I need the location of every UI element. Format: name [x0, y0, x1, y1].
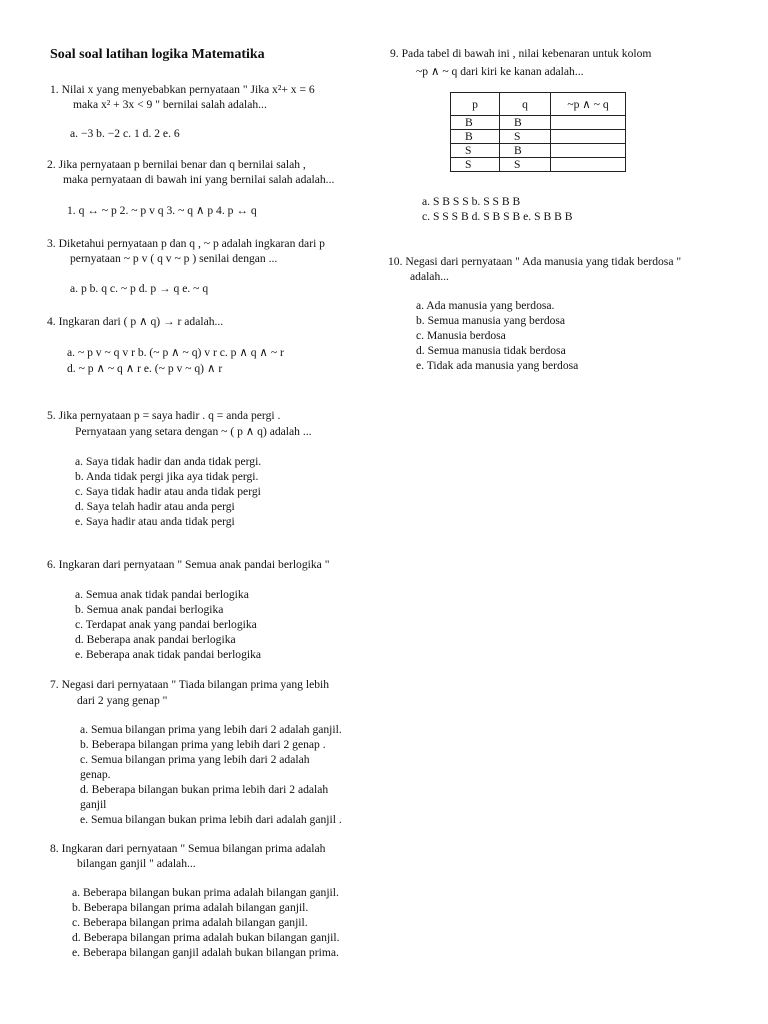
question-5-text: 5. Jika pernyataan p = saya hadir . q = anda pergi . [47, 409, 281, 422]
table-cell: S [500, 130, 551, 144]
option-b: b. Anda tidak pergi jika aya tidak pergi. [75, 470, 259, 483]
table-row [451, 144, 626, 158]
option-b: b. Semua anak pandai berlogika [75, 603, 224, 616]
option-a: a. Beberapa bilangan bukan prima adalah bilangan ganjil. [72, 886, 339, 899]
option-a: a. Saya tidak hadir dan anda tidak pergi. [75, 455, 262, 468]
question-1-text-cont: maka x² + 3x < 9 " bernilai salah adalah... [73, 98, 267, 111]
option-e: e. Saya hadir atau anda tidak pergi [75, 515, 235, 528]
option-d: d. Beberapa anak pandai berlogika [75, 633, 236, 646]
table-cell: B [451, 130, 500, 144]
question-4-options-2: d. ~ p ∧ ~ q ∧ r e. (~ p v ~ q) ∧ r [67, 362, 223, 375]
option-c: c. Saya tidak hadir atau anda tidak pergi [75, 485, 261, 498]
table-row [451, 130, 626, 144]
question-7-options [80, 722, 342, 827]
option-c: c. Beberapa bilangan prima adalah bilangan ganjil. [72, 916, 308, 929]
option-b: b. Semua manusia yang berdosa [416, 314, 566, 327]
question-4-options-1: a. ~ p v ~ q v r b. (~ p ∧ ~ q) v r c. p ∧ q ∧ ~ r [67, 346, 284, 359]
question-5-options [75, 454, 261, 529]
table-cell: B [500, 116, 551, 130]
page-title: Soal soal latihan logika Matematika [50, 47, 265, 62]
question-4-text: 4. Ingkaran dari ( p ∧ q) → r adalah... [47, 315, 224, 328]
table-cell [551, 130, 626, 144]
question-3-text-cont: pernyataan ~ p v ( q v ~ p ) senilai dengan ... [70, 252, 278, 265]
table-cell [551, 144, 626, 158]
question-6-text: 6. Ingkaran dari pernyataan " Semua anak pandai berlogika " [47, 558, 330, 571]
option-a: a. Ada manusia yang berdosa. [416, 299, 555, 312]
table-cell: B [451, 116, 500, 130]
question-10-text-cont: adalah... [410, 270, 449, 283]
table-cell [551, 116, 626, 130]
question-2-text: 2. Jika pernyataan p bernilai benar dan q bernilai salah , [47, 158, 306, 171]
option-c: c. Manusia berdosa [416, 329, 506, 342]
question-9-options-1: a. S B S S b. S S B B [422, 195, 521, 208]
option-c: c. Semua bilangan prima yang lebih dari 2 adalah [80, 753, 310, 766]
option-d: d. Beberapa bilangan prima adalah bukan bilangan ganjil. [72, 931, 340, 944]
option-a: a. Semua bilangan prima yang lebih dari 2 adalah ganjil. [80, 723, 342, 736]
question-8-text: 8. Ingkaran dari pernyataan " Semua bilangan prima adalah [50, 842, 326, 855]
question-10-text: 10. Negasi dari pernyataan " Ada manusia yang tidak berdosa " [388, 255, 682, 268]
table-cell [551, 158, 626, 172]
option-d: d. Saya telah hadir atau anda pergi [75, 500, 235, 513]
question-8-text-cont: bilangan ganjil " adalah... [77, 857, 196, 870]
question-5-text-cont: Pernyataan yang setara dengan ~ ( p ∧ q) adalah ... [75, 425, 312, 438]
table-row [451, 116, 626, 130]
question-1-options: a. −3 b. −2 c. 1 d. 2 e. 6 [70, 127, 180, 140]
question-3-text: 3. Diketahui pernyataan p dan q , ~ p adalah ingkaran dari p [47, 237, 325, 250]
table-cell: B [500, 144, 551, 158]
question-8-options [72, 885, 340, 960]
option-e: e. Beberapa bilangan ganjil adalah bukan bilangan prima. [72, 946, 339, 959]
question-7-text: 7. Negasi dari pernyataan " Tiada bilangan prima yang lebih [50, 678, 330, 691]
option-c: c. Terdapat anak yang pandai berlogika [75, 618, 257, 631]
option-a: a. Semua anak tidak pandai berlogika [75, 588, 249, 601]
option-b: b. Beberapa bilangan prima adalah bilangan ganjil. [72, 901, 309, 914]
option-d-cont: ganjil [80, 798, 107, 811]
question-3-options: a. p b. q c. ~ p d. p → q e. ~ q [70, 282, 209, 295]
question-2-text-cont: maka pernyataan di bawah ini yang bernilai salah adalah... [63, 173, 335, 186]
table-cell: S [451, 158, 500, 172]
question-10-options [416, 298, 578, 373]
question-9-text-cont: ~p ∧ ~ q dari kiri ke kanan adalah... [416, 65, 584, 78]
option-d: d. Beberapa bilangan bukan prima lebih dari 2 adalah [80, 783, 329, 796]
option-c-cont: genap. [80, 768, 111, 781]
question-7-text-cont: dari 2 yang genap " [77, 694, 168, 707]
truth-table [450, 92, 626, 172]
table-row [451, 158, 626, 172]
option-e: e. Beberapa anak tidak pandai berlogika [75, 648, 262, 661]
question-1-text: 1. Nilai x yang menyebabkan pernyataan " Jika x²+ x = 6 [50, 83, 315, 96]
table-cell: S [500, 158, 551, 172]
option-e: e. Tidak ada manusia yang berdosa [416, 359, 579, 372]
table-cell: S [451, 144, 500, 158]
question-9-options-2: c. S S S B d. S B S B e. S B B B [422, 210, 573, 223]
question-2-options: 1. q ↔ ~ p 2. ~ p v q 3. ~ q ∧ p 4. p ↔ q [67, 204, 257, 217]
option-d: d. Semua manusia tidak berdosa [416, 344, 566, 357]
option-e: e. Semua bilangan bukan prima lebih dari adalah ganjil . [80, 813, 342, 826]
table-header: q [500, 93, 551, 116]
option-b: b. Beberapa bilangan prima yang lebih dari 2 genap . [80, 738, 326, 751]
question-9-text: 9. Pada tabel di bawah ini , nilai kebenaran untuk kolom [390, 47, 652, 60]
table-header: ~p ∧ ~ q [551, 93, 626, 116]
table-header: p [451, 93, 500, 116]
question-6-options [75, 587, 261, 662]
